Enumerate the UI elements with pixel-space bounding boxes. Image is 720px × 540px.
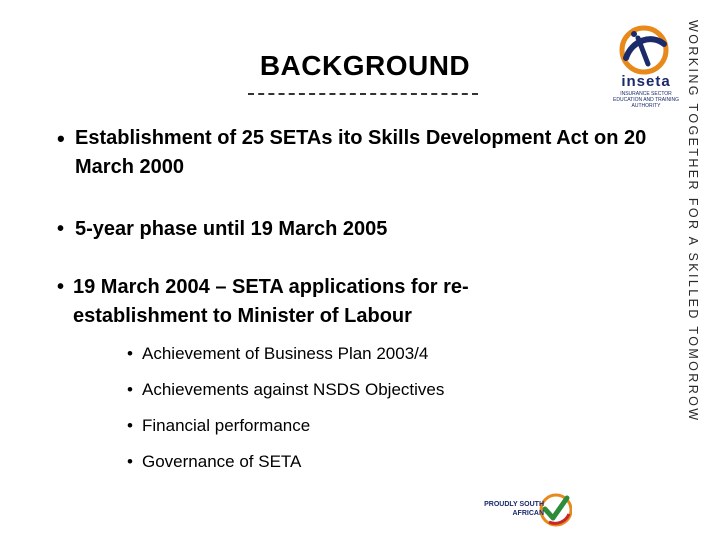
bullet-text: 19 March 2004 – SETA applications for re-establishment to Minister of Labour xyxy=(73,276,469,327)
bullet-dot-icon: • xyxy=(127,416,133,435)
bullet-text: Establishment of 25 SETAs ito Skills Development Act on 20 March 2000 xyxy=(75,127,647,178)
sub-bullet-item xyxy=(127,343,587,365)
logo-name: inseta xyxy=(621,73,671,90)
bullet-item xyxy=(57,273,577,331)
bullet-dot-icon: • xyxy=(127,452,133,471)
vertical-slogan: WORKING TOGETHER FOR A SKILLED TOMORROW xyxy=(686,20,700,423)
title-underline xyxy=(248,93,478,95)
bullet-item xyxy=(57,124,667,182)
sub-bullet-item xyxy=(127,379,587,401)
bullet-item xyxy=(57,215,657,244)
bullet-dot-icon: • xyxy=(57,218,65,240)
bullet-dot-icon: • xyxy=(127,380,133,399)
sub-bullet-item xyxy=(127,415,587,437)
bullet-dot-icon: • xyxy=(127,344,133,363)
sub-bullet-text: Achievement of Business Plan 2003/4 xyxy=(142,344,429,363)
footer-logo-text: PROUDLY SOUTH AFRICAN xyxy=(484,501,544,517)
sub-bullet-text: Achievements against NSDS Objectives xyxy=(142,380,445,399)
sub-bullet-text: Governance of SETA xyxy=(142,452,302,471)
sub-bullet-item xyxy=(127,451,587,473)
slide-title: BACKGROUND xyxy=(259,50,471,81)
bullet-dot-icon: • xyxy=(57,276,65,298)
sub-bullet-text: Financial performance xyxy=(142,416,311,435)
bullet-text: 5-year phase until 19 March 2005 xyxy=(75,218,388,240)
logo-subtitle: INSURANCE SECTOR EDUCATION AND TRAINING AUTHORITY xyxy=(613,91,679,109)
bullet-dot-icon: • xyxy=(57,126,65,151)
